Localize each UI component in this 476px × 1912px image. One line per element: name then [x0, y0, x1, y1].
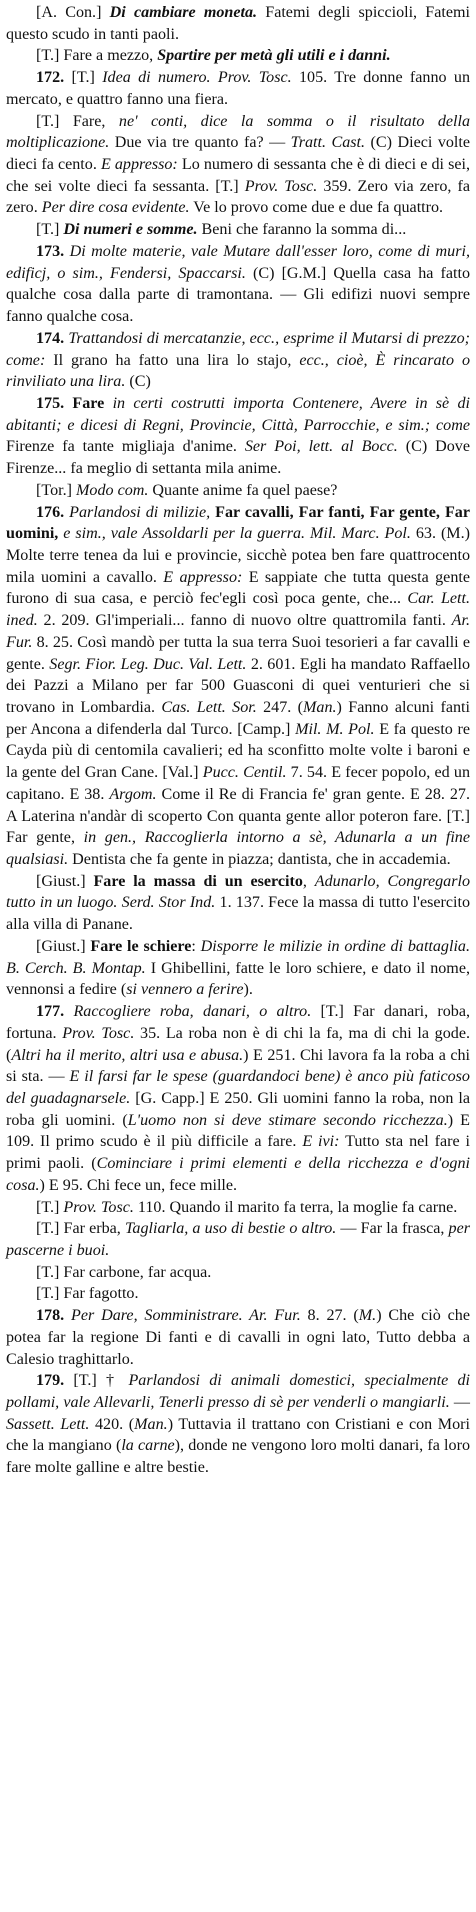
- entry-text: Adunarlo, Congregarlo tutto in un luogo. Serd. Stor Ind.: [6, 872, 470, 912]
- entry-text: 420. (: [89, 1415, 135, 1433]
- entry-text: [104, 395, 112, 412]
- entry-paragraph: [6, 1197, 470, 1219]
- entry-paragraph: [6, 480, 470, 502]
- entry-text: M.: [358, 1307, 377, 1325]
- entry-text: Dentista che fa gente in piazza; dantista, che in accademia.: [68, 851, 451, 869]
- entry-paragraph: [6, 1262, 470, 1284]
- entry-text: :: [191, 937, 201, 955]
- entry-text: [T.] Far danari, roba, fortuna.: [6, 1003, 470, 1042]
- entry-text: 2. 209. Gl'imperiali... fanno di nuovo oltre quattromila fanti.: [37, 612, 452, 630]
- entry-paragraph: [6, 871, 470, 936]
- entry-text: Cominciare i primi elementi e della ricchezza e d'ogni cosa.: [6, 1155, 470, 1194]
- entry-text: E il farsi far le spese (guardandoci bene) è anco più faticoso del guadagnarsele.: [6, 1068, 470, 1107]
- entry-paragraph: [6, 1001, 470, 1196]
- entry-paragraph: [6, 1283, 470, 1305]
- entry-text: Di cambiare moneta.: [109, 4, 258, 21]
- entry-text: E appresso:: [163, 568, 243, 586]
- entry-text: 179.: [36, 1372, 65, 1390]
- entry-text: 63. (M.) Molte terre tenea da lui e provincie, sicchè potea ben fare quattrocento mila uomini a cavallo.: [6, 525, 470, 586]
- entry-text: e sim., vale Assoldarli per la guerra. Mil. Marc. Pol.: [63, 525, 411, 543]
- entry-text: —: [449, 1394, 471, 1411]
- entry-text: Come il Re di Francia fe' gran gente. E 28. 27. A Laterina n'andàr di scoperto Con quanta gente allor poteron fare. [T.] Far gente,: [6, 785, 470, 847]
- entry-text: Prov. Tosc.: [63, 1198, 134, 1216]
- entry-text: Fatemi degli spiccioli, Fatemi questo scudo in tanti paoli.: [6, 4, 470, 43]
- entry-paragraph: [6, 1370, 470, 1479]
- entry-text: Spartire per metà gli utili e i danni.: [157, 47, 391, 65]
- entry-text: 247. (: [256, 699, 303, 716]
- entry-text: 174.: [36, 329, 65, 347]
- entry-text: [Tor.]: [36, 481, 76, 499]
- entry-text: [64, 1307, 71, 1324]
- entry-paragraph: [6, 2, 470, 45]
- entry-text: Prov. Tosc.: [244, 177, 318, 195]
- entry-text: Per Dare, Somministrare. Ar. Fur.: [71, 1307, 301, 1325]
- entry-text: Modo com.: [76, 481, 149, 499]
- entry-text: Idea di numero. Prov. Tosc.: [102, 69, 292, 87]
- entry-paragraph: [6, 241, 470, 328]
- entry-text: [T.] Far fagotto.: [36, 1285, 139, 1303]
- entry-paragraph: [6, 111, 470, 220]
- entry-text: 172.: [36, 69, 65, 87]
- entry-text: Argom.: [109, 785, 157, 803]
- entry-text: in gen., Raccoglierla intorno a sè, Adunarla a un fine qualsiasi.: [6, 829, 471, 869]
- entry-text: Car. Lett. ined.: [6, 590, 471, 630]
- entry-text: Fare le schiere: [90, 937, 192, 955]
- entry-text: Cas. Lett. Sor.: [161, 699, 257, 716]
- entry-text: 178.: [36, 1307, 65, 1325]
- entry-text: 110. Quando il marito fa terra, la moglie fa carne.: [133, 1198, 458, 1216]
- entry-text: Parlandosi di animali domestici, specialmente di pollami, vale Allevarli, Tenerli presso di sè per venderli o mangiarli.: [6, 1372, 470, 1411]
- entry-text: (C) [G.M.] Quella casa ha fatto qualche cosa dalla parte di tramontana. — Gli edifizi nuovi sempre fanno qualche cosa.: [6, 264, 470, 326]
- entry-text: Ar. Fur.: [6, 612, 470, 651]
- entry-text: E sappiate che tutta questa gente furono di sua casa, e perciò fec'egli così poca gente, che...: [6, 568, 470, 608]
- entry-text: 1. 137. Fece la massa di tutto l'esercito alla villa di Panane.: [6, 894, 470, 934]
- entry-text: Ve lo provo come due e due fa quattro.: [189, 199, 444, 217]
- entry-text: Trattandosi di mercatanzie, ecc., esprime il Mutarsi di prezzo; come:: [6, 329, 470, 369]
- entry-text: [T.]: [36, 1198, 64, 1216]
- entry-text: [G. Capp.] E 250. Gli uomini fanno la roba, non la roba gli uomini. (: [6, 1089, 470, 1129]
- entry-text: ), donde ne vengono loro molti danari, fa loro fare molte galline e altre bestie.: [6, 1437, 470, 1477]
- entry-text: [T.] †: [64, 1372, 129, 1390]
- entry-text: ).: [243, 981, 253, 999]
- entry-text: [Giust.]: [36, 872, 94, 890]
- entry-text: E appresso:: [100, 156, 178, 174]
- entry-text: I Ghibellini, fatte le loro schiere, e dato il nome, vennonsi a fedire (: [6, 959, 470, 999]
- entry-text: Tutto sta nel fare i primi paoli. (: [6, 1133, 470, 1173]
- entry-text: (C): [125, 373, 151, 391]
- entry-text: [T.] Fare a mezzo,: [36, 47, 158, 65]
- entry-text: in certi costrutti importa Contenere, Avere in sè di abitanti; e dicesi di Regni, Provincie, Città, Parrocchie, e sim.; come: [6, 394, 470, 434]
- entry-text: Segr. Fior. Leg. Duc. Val. Lett.: [49, 655, 247, 673]
- entry-text: ) Che ciò che potea far la regione Di fanti e di cavalli in ogni lato, Tutto debba a Calesio traghittarlo.: [6, 1307, 470, 1368]
- entry-text: [T.] Far carbone, far acqua.: [36, 1263, 212, 1281]
- entry-paragraph: [6, 1218, 470, 1261]
- entry-text: ) E 95. Chi fece un, fece mille.: [39, 1176, 238, 1194]
- entry-text: la carne: [121, 1437, 175, 1455]
- entry-text: Firenze fa tante migliaja d'anime.: [6, 438, 245, 456]
- entry-text: Di numeri e somme.: [63, 221, 198, 239]
- entry-text: 359. Zero via zero, fa zero.: [6, 177, 470, 217]
- entry-text: Di molte materie, vale Mutare dall'esser loro, come di muri, edificj, o sim., Fendersi, Spaccarsi.: [6, 242, 470, 282]
- entry-text: 176.: [36, 503, 65, 521]
- entry-text: [A. Con.]: [36, 4, 110, 21]
- entry-text: ,: [302, 872, 315, 890]
- entry-text: Prov. Tosc.: [62, 1024, 135, 1042]
- entry-text: [T.]: [36, 221, 64, 239]
- entry-text: Far cavalli, Far fanti, Far gente, Far uomini,: [6, 503, 470, 543]
- entry-text: (C) Dove Firenze... fa meglio di settanta mila anime.: [6, 438, 471, 478]
- entry-text: 175. Fare: [36, 394, 105, 412]
- entry-text: 177.: [36, 1003, 65, 1021]
- entry-paragraph: [6, 45, 470, 67]
- entry-text: L'uomo non si deve stimare secondo ricchezza.: [127, 1111, 448, 1129]
- entry-text: (C) Dieci volte dieci fa cento.: [6, 134, 470, 174]
- entry-paragraph: [6, 502, 470, 871]
- entry-text: Parlandosi di milizie,: [69, 503, 211, 521]
- entry-text: ) E 109. Il primo scudo è il più difficile a fare.: [6, 1111, 470, 1151]
- entry-text: Quante anime fa quel paese?: [148, 481, 338, 499]
- entry-text: per pascerne i buoi.: [6, 1220, 470, 1259]
- entry-text: Tratt. Cast.: [290, 134, 366, 152]
- entry-text: Beni che faranno la somma di...: [197, 221, 407, 239]
- entry-text: 8. 27. (: [300, 1307, 359, 1325]
- entry-text: Il grano ha fatto una lira lo stajo,: [45, 351, 300, 369]
- entry-text: ) Fanno alcuni fanti per Ancona a difenderla dal Turco. [Camp.]: [6, 699, 470, 738]
- entry-text: E ivi:: [302, 1133, 340, 1151]
- entry-text: Pucc. Centil.: [202, 764, 287, 782]
- entry-text: Disporre le milizie in ordine di battaglia. B. Cerch. B. Montap.: [6, 937, 470, 977]
- entry-text: [T.] Far erba,: [36, 1220, 125, 1238]
- entry-text: Ser Poi, lett. al Bocc.: [244, 438, 398, 456]
- entry-text: ecc., cioè, È rincarato o rinviliato una lira.: [6, 351, 470, 391]
- entry-text: si vennero a ferire: [126, 981, 244, 999]
- entry-paragraph: [6, 1305, 470, 1370]
- entry-text: 2. 601. Egli ha mandato Raffaello dei Pazzi a Milano per far 500 Guasconi di quei venturieri che si trovano in Lombardia.: [6, 655, 470, 716]
- entry-text: [Giust.]: [36, 937, 91, 955]
- entry-text: Sassett. Lett.: [6, 1415, 90, 1433]
- entry-text: Lo numero di sessanta che è di dieci e di sei, che sei volte dieci fa sessanta. [T.]: [6, 156, 470, 195]
- entry-text: [T.]: [64, 69, 103, 87]
- entry-text: Mil. M. Pol.: [295, 720, 375, 738]
- entry-text: Raccogliere roba, danari, o altro.: [73, 1003, 312, 1021]
- entry-paragraph: [6, 936, 470, 1001]
- entry-text: 7. 54. E fecer popolo, ed un capitano. E 38.: [6, 764, 470, 803]
- entry-text: 35. La roba non è di chi la fa, ma di chi la gode. (: [6, 1024, 470, 1064]
- entry-text: Due via tre quanto fa? —: [109, 134, 291, 152]
- entry-paragraph: [6, 393, 470, 480]
- entry-text: 105. Tre donne fanno un mercato, e quattro fanno una fiera.: [6, 69, 470, 108]
- entry-text: ) Tuttavia il trattano con Cristiani e con Mori che la mangiano (: [6, 1415, 470, 1455]
- entry-text: E fa questo re Cayda più di centomila cavalieri; ed ha sconfitto molte volte i baroni e la gente del Gran Cane. [Val.]: [6, 720, 470, 782]
- entry-text: Fare la massa di un esercito: [93, 872, 303, 890]
- entry-text: 173.: [36, 242, 65, 260]
- entry-text: — Far la frasca,: [336, 1220, 449, 1238]
- entry-text: Altri ha il merito, altri usa e abusa.: [11, 1046, 244, 1064]
- entry-text: Man.: [303, 699, 337, 716]
- entry-text: ne' conti, dice la somma o il risultato della moltiplicazione.: [6, 112, 470, 152]
- entry-text: ) E 251. Chi lavora fa la roba a chi si sta. —: [6, 1046, 471, 1086]
- entry-text: 8. 25. Così mandò per tutta la sua terra Suoi tesorieri a far cavalli e gente.: [6, 633, 470, 673]
- entry-paragraph: [6, 67, 470, 110]
- entry-text: Man.: [134, 1415, 168, 1433]
- entry-paragraph: [6, 328, 470, 393]
- entry-paragraph: [6, 219, 470, 241]
- entry-text: [T.] Fare,: [36, 112, 119, 130]
- entry-text: Tagliarla, a uso di bestie o altro.: [124, 1220, 337, 1238]
- entry-text: Per dire cosa evidente.: [41, 199, 190, 217]
